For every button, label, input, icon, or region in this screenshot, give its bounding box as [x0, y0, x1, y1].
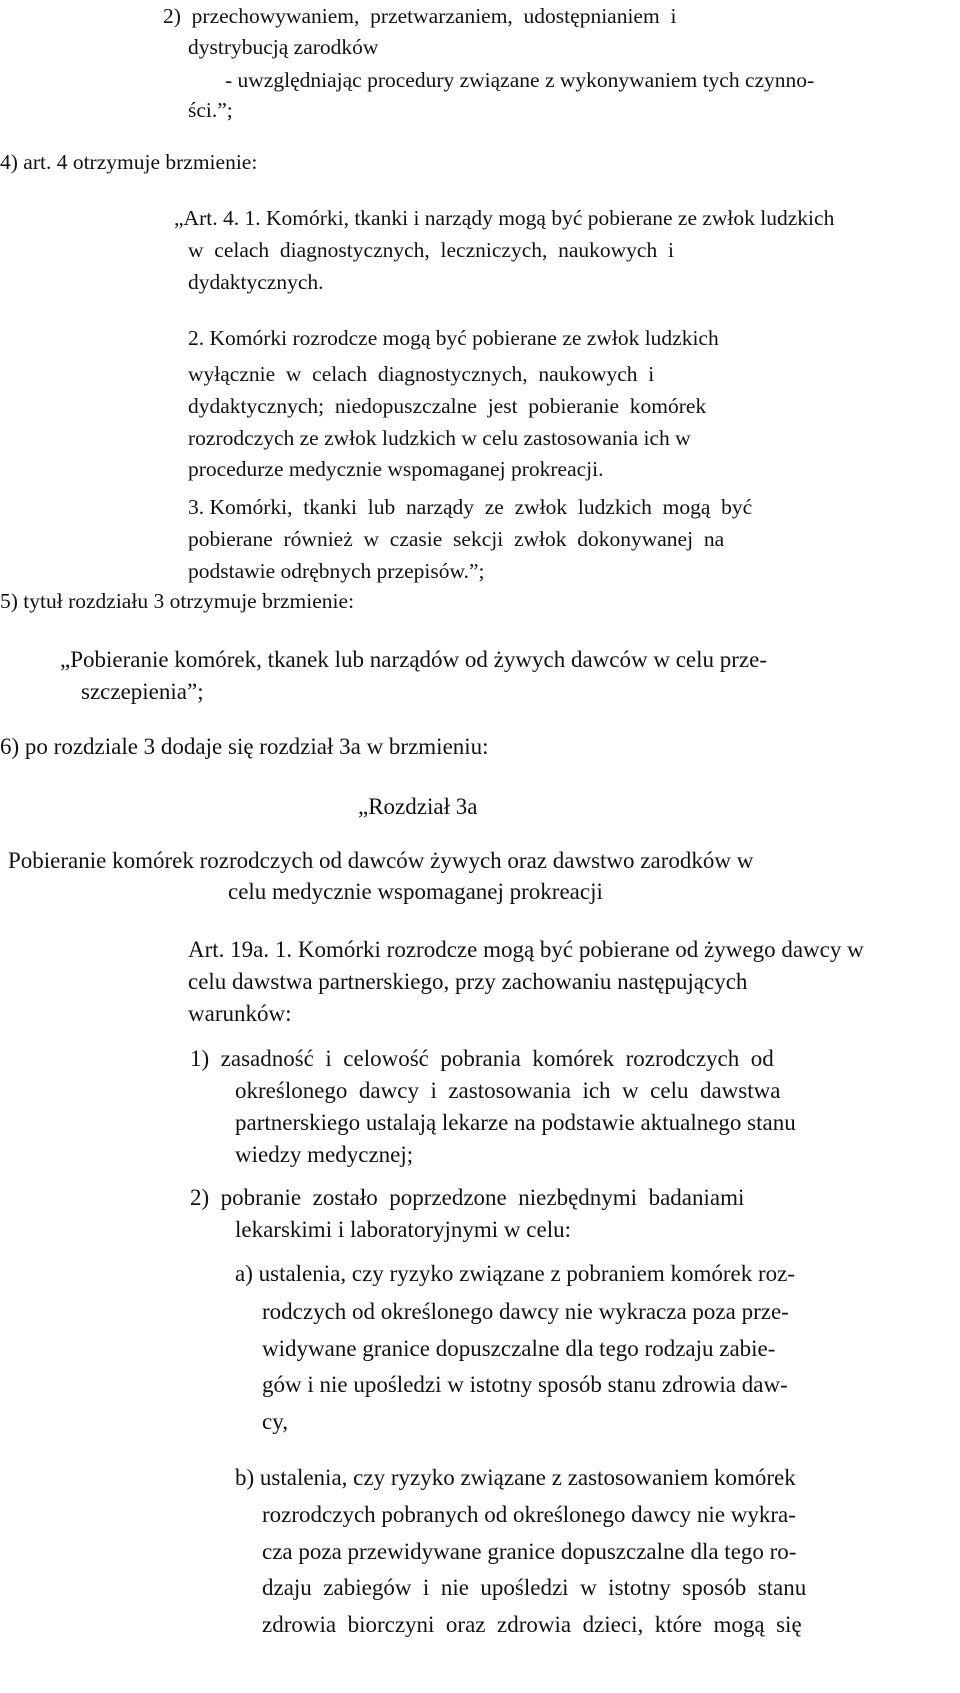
- text-line: dzaju zabiegów i nie upośledzi w istotny sposób stanu: [262, 1575, 807, 1600]
- chapter-subtitle: celu medycznie wspomaganej prokreacji: [228, 879, 603, 904]
- text-line: rozrodczych pobranych od określonego dawcy nie wykra-: [262, 1502, 796, 1527]
- chapter-title: „Rozdział 3a: [358, 794, 478, 819]
- text-line: w celach diagnostycznych, leczniczych, naukowych i: [188, 238, 674, 262]
- text-line: wyłącznie w celach diagnostycznych, naukowych i: [188, 362, 655, 386]
- text-line: dystrybucją zarodków: [188, 35, 379, 59]
- text-line: celu dawstwa partnerskiego, przy zachowaniu następujących: [188, 969, 748, 994]
- text-line: 6) po rozdziale 3 dodaje się rozdział 3a w brzmieniu:: [0, 734, 489, 759]
- text-line: określonego dawcy i zastosowania ich w celu dawstwa: [235, 1078, 781, 1103]
- text-line: rozrodczych ze zwłok ludzkich w celu zastosowania ich w: [188, 426, 691, 450]
- text-line: podstawie odrębnych przepisów.”;: [188, 559, 485, 583]
- text-line: „Pobieranie komórek, tkanek lub narządów od żywych dawców w celu prze-: [60, 647, 767, 672]
- text-line: 2) przechowywaniem, przetwarzaniem, udostępnianiem i: [163, 4, 677, 28]
- text-line: lekarskimi i laboratoryjnymi w celu:: [235, 1217, 571, 1242]
- text-line: a) ustalenia, czy ryzyko związane z pobraniem komórek roz-: [235, 1261, 796, 1286]
- text-line: 3. Komórki, tkanki lub narządy ze zwłok ludzkich mogą być: [188, 495, 753, 519]
- text-line: warunków:: [188, 1001, 292, 1026]
- text-line: ści.”;: [188, 98, 233, 122]
- text-line: cy,: [262, 1409, 288, 1434]
- text-line: 5) tytuł rozdziału 3 otrzymuje brzmienie:: [0, 589, 355, 613]
- text-line: 1) zasadność i celowość pobrania komórek rozrodczych od: [190, 1046, 774, 1071]
- text-line: partnerskiego ustalają lekarze na podstawie aktualnego stanu: [235, 1110, 796, 1135]
- text-line: widywane granice dopuszczalne dla tego rodzaju zabie-: [262, 1336, 776, 1361]
- text-line: 2. Komórki rozrodcze mogą być pobierane ze zwłok ludzkich: [188, 326, 719, 350]
- text-line: - uwzględniając procedury związane z wykonywaniem tych czynno-: [225, 68, 815, 92]
- chapter-subtitle: Pobieranie komórek rozrodczych od dawców żywych oraz dawstwo zarodków w: [8, 848, 754, 873]
- text-line: procedurze medycznie wspomaganej prokreacji.: [188, 457, 604, 481]
- text-line: b) ustalenia, czy ryzyko związane z zastosowaniem komórek: [235, 1465, 796, 1490]
- text-line: pobierane również w czasie sekcji zwłok dokonywanej na: [188, 527, 725, 551]
- text-line: dydaktycznych.: [188, 270, 324, 294]
- text-line: szczepienia”;: [81, 679, 204, 704]
- text-line: „Art. 4. 1. Komórki, tkanki i narządy mogą być pobierane ze zwłok ludzkich: [174, 206, 835, 230]
- text-line: Art. 19a. 1. Komórki rozrodcze mogą być pobierane od żywego dawcy w: [188, 937, 864, 962]
- text-line: gów i nie upośledzi w istotny sposób stanu zdrowia daw-: [262, 1372, 788, 1397]
- text-line: dydaktycznych; niedopuszczalne jest pobieranie komórek: [188, 394, 707, 418]
- text-line: 2) pobranie zostało poprzedzone niezbędnymi badaniami: [190, 1185, 745, 1210]
- text-line: wiedzy medycznej;: [235, 1142, 414, 1167]
- text-line: 4) art. 4 otrzymuje brzmienie:: [0, 150, 258, 174]
- text-line: rodczych od określonego dawcy nie wykracza poza prze-: [262, 1299, 789, 1324]
- text-line: cza poza przewidywane granice dopuszczalne dla tego ro-: [262, 1539, 797, 1564]
- text-line: zdrowia biorczyni oraz zdrowia dzieci, które mogą się: [262, 1612, 802, 1637]
